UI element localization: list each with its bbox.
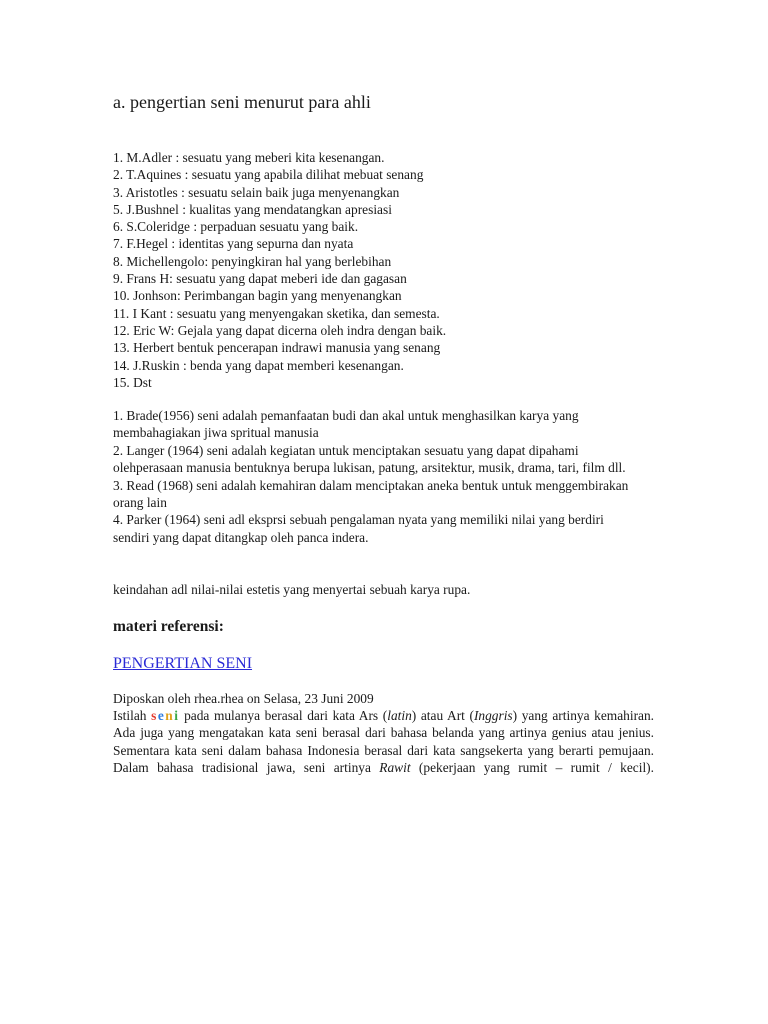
list-item: 2. Langer (1964) seni adalah kegiatan untuk menciptakan sesuatu yang dapat dipahami olehperasaan manusia bentuknya berupa lukisan, patung, arsitektur, musik, drama, tari, film dll. — [113, 442, 626, 476]
list-item: 10. Jonhson: Perimbangan bagin yang menyenangkan — [113, 288, 402, 304]
list-item: 1. Brade(1956) seni adalah pemanfaatan budi dan akal untuk menghasilkan karya yang membahagiakan jiwa spritual manusia — [113, 408, 579, 441]
list-item: 14. J.Ruskin : benda yang dapat memberi kesenangan. — [113, 357, 404, 373]
article-text: pada mulanya berasal dari kata Ars ( — [179, 708, 388, 723]
experts-list — [113, 149, 446, 391]
seni-letter: i — [174, 708, 180, 723]
keindahan-paragraph: keindahan adl nilai-nilai estetis yang menyertai sebuah karya rupa. — [113, 582, 471, 597]
page-heading: a. pengertian seni menurut para ahli — [113, 92, 371, 112]
seni-letter: s — [151, 708, 158, 723]
pengertian-seni-link[interactable]: PENGERTIAN SENI — [113, 655, 253, 672]
list-item: 9. Frans H: sesuatu yang dapat meberi ide dan gagasan — [113, 271, 407, 287]
posted-line: Diposkan oleh rhea.rhea on Selasa, 23 Juni 2009 — [113, 691, 374, 706]
rawit-term: Rawit — [379, 760, 411, 776]
list-item: 3. Aristotles : sesuatu selain baik juga menyenangkan — [113, 184, 400, 200]
seni-letter: e — [157, 708, 166, 723]
article-text: ) yang artinya kemahiran. Ada juga yang mengatakan kata seni berasal dari bahasa belanda yang artinya genius atau jenius. Sementara kata seni dalam bahasa Indonesia berasal dari kata sangsekerta yang berarti pemujaan. Dalam bahasa tradisional jawa, seni artinya — [113, 708, 655, 776]
article-text: (pekerjaan yang rumit – rumit / kecil). — [410, 760, 654, 776]
article-text: Istilah — [113, 708, 152, 723]
list-item: 11. I Kant : sesuatu yang menyengakan sketika, dan semesta. — [113, 305, 440, 321]
list-item: 3. Read (1968) seni adalah kemahiran dalam menciptakan aneka bentuk untuk menggembirakan orang lain — [113, 477, 629, 511]
materi-referensi-label: materi referensi: — [113, 618, 224, 635]
list-item: 5. J.Bushnel : kualitas yang mendatangkan apresiasi — [113, 201, 392, 217]
list-item: 1. M.Adler : sesuatu yang meberi kita kesenangan. — [113, 150, 385, 165]
list-item: 6. S.Coleridge : perpaduan sesuatu yang baik. — [113, 219, 359, 235]
article-text: ) atau Art ( — [411, 708, 474, 723]
list-item: 4. Parker (1964) seni adl eksprsi sebuah pengalaman nyata yang memiliki nilai yang berdiri sendiri yang dapat ditangkap oleh panca indera. — [113, 512, 604, 545]
list-item: 12. Eric W: Gejala yang dapat dicerna oleh indra dengan baik. — [113, 322, 447, 338]
list-item: 8. Michellengolo: penyingkiran hal yang berlebihan — [113, 253, 392, 269]
article-paragraph — [113, 707, 654, 777]
seni-letter: n — [165, 708, 175, 723]
latin-term: latin — [387, 708, 412, 723]
list-item: 7. F.Hegel : identitas yang sepurna dan nyata — [113, 236, 354, 252]
list-item: 15. Dst — [113, 374, 152, 390]
seni-colored-word — [151, 708, 179, 723]
list-item: 13. Herbert bentuk pencerapan indrawi manusia yang senang — [113, 340, 441, 356]
inggris-term: Inggris — [473, 708, 513, 723]
definitions-list — [113, 407, 643, 546]
list-item: 2. T.Aquines : sesuatu yang apabila dilihat mebuat senang — [113, 167, 424, 183]
